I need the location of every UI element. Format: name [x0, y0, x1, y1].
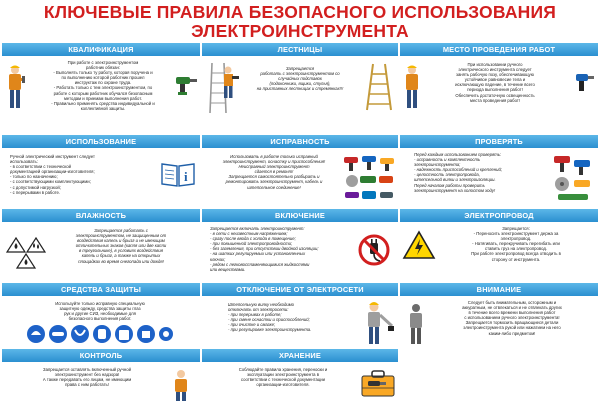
text-line: - Переносить электроинструмент держа за — [473, 231, 559, 237]
text-line: - рядом с легковоспламеняющимися жидкостями — [210, 261, 310, 267]
ppe-mandatory-signs — [26, 324, 174, 344]
text-line: инструктаж по охране труда. — [74, 80, 132, 86]
section-storage-header: ХРАНЕНИЕ — [202, 349, 398, 362]
section-ladders — [202, 43, 398, 117]
section-switching-on-text — [210, 226, 350, 272]
worker-unplugging-illustration — [352, 300, 396, 348]
text-line: ремонтировать электроинструмент, кабель и — [225, 179, 323, 185]
text-line: капель и брызг, а также на открытых — [81, 253, 161, 259]
section-storage-text — [210, 367, 356, 387]
text-line: - при смене оснастки и приспособлений; — [228, 317, 310, 323]
text-line: А также передавать его лицам, не имеющим — [42, 377, 132, 383]
text-line: Запрещается: — [502, 226, 530, 231]
section-usage-header: ИСПОЛЬЗОВАНИЕ — [2, 135, 200, 148]
section-check-text — [414, 152, 554, 193]
section-ladders-text — [238, 66, 362, 91]
svg-text:i: i — [184, 169, 188, 184]
text-line: права с ним работать! — [65, 382, 109, 388]
text-line: Запрещается работать с — [94, 228, 148, 233]
text-line: Запрещается оставлять включенный ручной — [43, 367, 131, 372]
section-humidity-header: ВЛАЖНОСТЬ — [2, 209, 200, 222]
text-line: - сразу после ввода с холода в помещение; — [210, 236, 296, 242]
text-line: периода выполнения работ! — [467, 87, 523, 93]
text-line: Перед началом работы проверить — [414, 182, 485, 188]
supervisor-illustration — [168, 368, 194, 402]
text-line: работе с которым работник обучался безопасным — [53, 90, 153, 96]
section-cord — [400, 209, 598, 284]
text-line: - исправность и комплектность — [414, 157, 481, 163]
text-line: - в соответствии с технической — [10, 164, 72, 170]
manual-book-icon — [160, 160, 196, 188]
power-tools-collage — [342, 154, 396, 204]
text-line: - Правильно применять средства индивидуальной и — [51, 100, 155, 106]
text-line: или веществами. — [210, 266, 246, 272]
poster-title — [0, 3, 600, 41]
text-line: безопасного выполнения работ. — [68, 316, 132, 322]
high-voltage-warning-icon — [402, 230, 436, 260]
text-line: - при повышенной электропроводности; — [210, 241, 293, 247]
ladder-worker-illustration — [206, 61, 240, 115]
tool-case-icon — [360, 368, 396, 398]
text-line: электроинструмента рукой или нажатием на него — [463, 325, 561, 331]
text-line: (подоконники, ящики, стулья), — [269, 81, 331, 87]
section-storage — [202, 349, 398, 402]
text-line: использовать: — [10, 159, 38, 165]
text-line: При работе с электроинструментом — [67, 60, 139, 65]
text-line: площадках во время снегопада или дождя! — [78, 258, 164, 264]
text-line: в течение всего времени выполнения работ — [468, 310, 556, 316]
text-line: - в сети с неизвестным напряжением; — [210, 231, 288, 237]
electrician-worker-illustration — [4, 64, 26, 112]
text-line: штепсельное соединение! — [247, 184, 301, 190]
section-control-text — [8, 367, 166, 387]
section-check — [400, 135, 598, 208]
text-line: защитную одежду, средства защиты глаз — [59, 306, 141, 312]
text-line: Обеспечить достаточную освещенность — [455, 92, 535, 98]
section-control — [2, 349, 200, 402]
text-line: сдается в ремонт! — [254, 169, 294, 175]
text-line: занять рабочую позу, обеспечивающую — [456, 72, 534, 78]
text-line: отличительных знаков (капля или две капли — [75, 243, 167, 249]
section-protection-means-text — [12, 301, 188, 321]
text-line: исключающую падение, в течение всего — [455, 82, 535, 88]
section-disconnection — [202, 283, 398, 350]
section-switching-on-header: ВКЛЮЧЕНИЕ — [202, 209, 398, 222]
section-serviceability — [202, 135, 398, 208]
text-line: воздействия капель и брызг и не имеющим — [77, 238, 165, 244]
section-qualification-header: КВАЛИФИКАЦИЯ — [2, 43, 200, 56]
section-attention — [400, 283, 598, 350]
section-protection-means — [2, 283, 200, 350]
text-line: Неисправный электроинструмент — [238, 164, 310, 170]
section-serviceability-header: ИСПРАВНОСТЬ — [202, 135, 398, 148]
section-humidity-text — [46, 228, 196, 264]
text-line: электроинструмент без надзора! — [54, 372, 120, 378]
poster-title-line-1: КЛЮЧЕВЫЕ ПРАВИЛА БЕЗОПАСНОГО ИСПОЛЬЗОВАНИЯ — [43, 2, 557, 22]
text-line: Штепсельную вилку необходимо — [228, 302, 295, 307]
water-drop-triangle-icons — [6, 236, 46, 270]
text-line: - на шатких регулируемых или установленных — [210, 251, 306, 257]
text-line: - с допустимой нагрузкой; — [10, 184, 61, 190]
text-line: случайных подставок — [278, 76, 322, 82]
text-line: ставить груз на электропровод. — [484, 246, 548, 252]
text-line: электроинструмент, оснастку и приспособления! — [222, 159, 326, 165]
section-qualification-text — [28, 60, 178, 111]
text-line: штепсельной вилки и электроизоляции. — [414, 177, 496, 183]
tools-inspection-icon — [550, 152, 594, 204]
text-line: ключах; — [210, 256, 226, 262]
section-cord-text — [438, 226, 594, 262]
text-line: рук и другие СИЗ, необходимые для — [64, 311, 136, 317]
section-cord-header: ЭЛЕКТРОПРОВОД — [400, 209, 598, 222]
text-line: электрического инструмента следует — [458, 67, 532, 73]
text-line: организации-изготовителя. — [256, 382, 310, 388]
section-ladders-header: ЛЕСТНИЦЫ — [202, 43, 398, 56]
text-line: - с соответствующими комплектующими; — [10, 179, 91, 185]
text-line: документацией организации-изготовителя; — [10, 169, 95, 175]
text-line: Запрещается включать электроинструмент: — [210, 226, 305, 231]
section-workplace-text — [420, 62, 570, 103]
text-line: работник обязан: — [86, 65, 120, 71]
text-line: При использовании ручного — [467, 62, 523, 67]
text-line: на приставных лестницах и стремянках!!! — [256, 86, 344, 92]
text-line: места проведения работ! — [470, 97, 520, 103]
person-silhouette-illustration — [404, 302, 428, 346]
text-line: с использованием ручного электроинструмента! — [464, 315, 560, 321]
section-protection-means-header: СРЕДСТВА ЗАЩИТЫ — [2, 283, 200, 296]
text-line: - без заземления, при отсутствии двойной изоляции; — [210, 246, 319, 252]
section-workplace — [400, 43, 598, 117]
hand-drill-icon — [574, 70, 596, 96]
text-line: При работе электропровод всегда отводить в — [471, 251, 561, 257]
text-line: работать с электроинструментом со — [260, 71, 340, 77]
text-line: эксплуатации электроинструмента в — [247, 372, 319, 378]
text-line: Ручной электрический инструмент следует — [10, 154, 95, 159]
section-usage — [2, 135, 200, 208]
text-line: Использовать в работе только исправный — [230, 154, 318, 159]
section-switching-on — [202, 209, 398, 284]
text-line: электроинструментом, не защищенным от — [75, 233, 167, 239]
text-line: - Натягивать, перекручивать перегибать или — [472, 241, 560, 247]
text-line: устойчивое равновесие тела и — [464, 77, 526, 83]
text-line: Запрещается — [285, 66, 315, 71]
drill-icon — [174, 74, 198, 96]
text-line: электроинструмент на холостом ходу! — [414, 187, 496, 193]
text-line: коллективной защиты. — [80, 105, 126, 111]
text-line: - надежность приспособлений и креплений; — [414, 167, 502, 173]
section-serviceability-text — [208, 154, 340, 190]
section-humidity — [2, 209, 200, 284]
text-line: Перед каждым использованием проверять: — [414, 152, 502, 157]
text-line: каким-либо предметом! — [488, 330, 536, 336]
text-line: аккуратным, не отвлекаться и не отвлекать других — [462, 305, 562, 311]
text-line: Запрещается тормозить вращающиеся детали — [465, 320, 559, 326]
text-line: по выполнению которой работник прошел — [61, 75, 145, 81]
text-line: - Выполнять только ту работу, которая поручена и — [53, 70, 153, 76]
no-plug-prohibition-icon — [358, 234, 390, 266]
text-line: Следует быть внимательным, осторожным и — [467, 300, 557, 305]
worker-with-drill-illustration — [402, 64, 424, 112]
section-workplace-header: МЕСТО ПРОВЕДЕНИЯ РАБОТ — [400, 43, 598, 56]
text-line: - целостность электропровода, — [414, 172, 480, 178]
text-line: - Работать только с тем электроинструментом, по — [53, 85, 153, 91]
section-qualification — [2, 43, 200, 117]
text-line: Соблюдайте правила хранения, переноски и — [238, 367, 328, 372]
text-line: - с перерывами в работе. — [10, 189, 61, 195]
poster-title-line-2: ЭЛЕКТРОИНСТРУМЕНТА — [191, 21, 409, 41]
text-line: Запрещается самостоятельно разбирать и — [228, 174, 320, 180]
text-line: - при регулировке электроинструмента. — [228, 327, 312, 333]
section-disconnection-header: ОТКЛЮЧЕНИЕ ОТ ЭЛЕКТРОСЕТИ — [202, 283, 398, 296]
text-line: Используйте только исправную специальную — [55, 301, 145, 306]
section-usage-text — [10, 154, 160, 195]
ladder-icon — [364, 62, 394, 112]
text-line: электроинструмента; — [414, 162, 461, 168]
section-attention-text — [430, 300, 594, 336]
section-attention-header: ВНИМАНИЕ — [400, 283, 598, 296]
text-line: - при очистке и смазке; — [228, 322, 276, 328]
section-disconnection-text — [228, 302, 360, 333]
text-line: сторону от инструмента. — [491, 256, 541, 262]
text-line: - при перерывах в работе; — [228, 312, 282, 318]
text-line: - только по назначению; — [10, 174, 58, 180]
text-line: отключать от электросети: — [228, 307, 289, 313]
text-line: в треугольнике), в условиях воздействия — [79, 248, 163, 254]
section-check-header: ПРОВЕРЯТЬ — [400, 135, 598, 148]
section-control-header: КОНТРОЛЬ — [2, 349, 200, 362]
text-line: электропровод. — [500, 236, 532, 242]
text-line: методам и приемам выполнения работ. — [64, 95, 142, 101]
text-line: соответствии с технической документации — [240, 377, 326, 383]
